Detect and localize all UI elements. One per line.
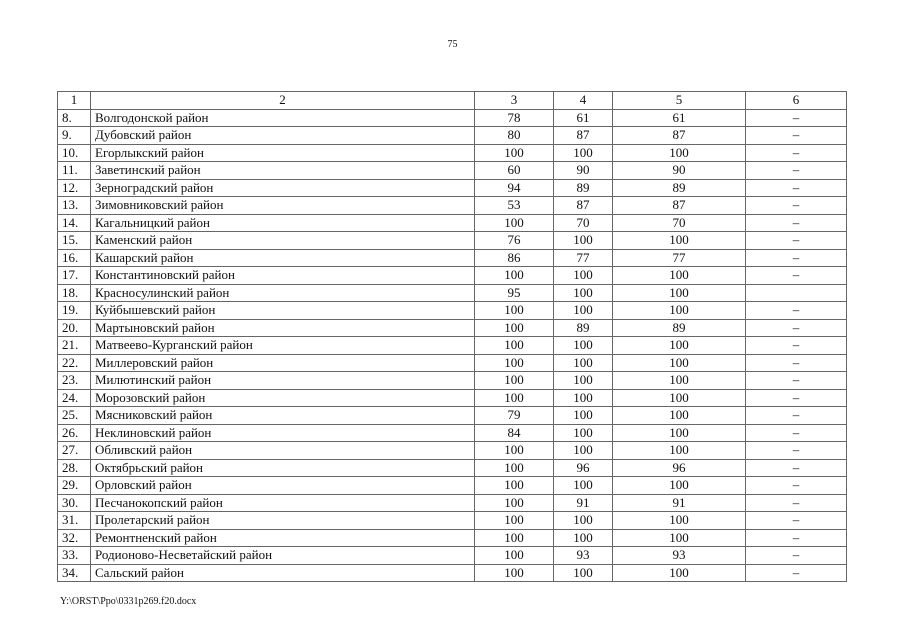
row-number-cell: 10. <box>58 144 91 162</box>
row-number-cell: 13. <box>58 197 91 215</box>
value-col-4-cell: 100 <box>554 512 613 530</box>
value-col-6-cell: – <box>746 162 847 180</box>
value-col-4-cell: 100 <box>554 477 613 495</box>
row-number-cell: 16. <box>58 249 91 267</box>
value-col-3-cell: 100 <box>475 372 554 390</box>
table-row <box>58 477 847 495</box>
table-row <box>58 109 847 127</box>
row-number-cell: 12. <box>58 179 91 197</box>
district-name-cell: Родионово-Несветайский район <box>91 547 475 565</box>
district-table <box>57 91 847 582</box>
value-col-4-cell: 100 <box>554 424 613 442</box>
value-col-4-cell: 87 <box>554 127 613 145</box>
row-number-cell: 29. <box>58 477 91 495</box>
district-name-cell: Пролетарский район <box>91 512 475 530</box>
row-number-cell: 24. <box>58 389 91 407</box>
row-number-cell: 32. <box>58 529 91 547</box>
value-col-3-cell: 95 <box>475 284 554 302</box>
value-col-6-cell: – <box>746 144 847 162</box>
value-col-4-cell: 100 <box>554 302 613 320</box>
table-row <box>58 529 847 547</box>
value-col-6-cell: – <box>746 547 847 565</box>
row-number-cell: 21. <box>58 337 91 355</box>
table-row <box>58 197 847 215</box>
table-row <box>58 267 847 285</box>
value-col-3-cell: 100 <box>475 459 554 477</box>
row-number-cell: 17. <box>58 267 91 285</box>
table-row <box>58 424 847 442</box>
value-col-4-cell: 100 <box>554 232 613 250</box>
value-col-5-cell: 70 <box>613 214 746 232</box>
row-number-cell: 25. <box>58 407 91 425</box>
value-col-3-cell: 100 <box>475 529 554 547</box>
value-col-6-cell: – <box>746 407 847 425</box>
value-col-4-cell: 89 <box>554 179 613 197</box>
value-col-4-cell: 100 <box>554 372 613 390</box>
value-col-5-cell: 100 <box>613 354 746 372</box>
value-col-5-cell: 100 <box>613 267 746 285</box>
row-number-cell: 28. <box>58 459 91 477</box>
value-col-3-cell: 53 <box>475 197 554 215</box>
row-number-cell: 18. <box>58 284 91 302</box>
value-col-5-cell: 87 <box>613 197 746 215</box>
value-col-6-cell: – <box>746 459 847 477</box>
value-col-6-cell: – <box>746 354 847 372</box>
table-row <box>58 442 847 460</box>
district-name-cell: Константиновский район <box>91 267 475 285</box>
table-row <box>58 494 847 512</box>
value-col-4-cell: 100 <box>554 564 613 582</box>
district-name-cell: Красносулинский район <box>91 284 475 302</box>
district-name-cell: Дубовский район <box>91 127 475 145</box>
value-col-4-cell: 100 <box>554 407 613 425</box>
value-col-5-cell: 90 <box>613 162 746 180</box>
district-name-cell: Зимовниковский район <box>91 197 475 215</box>
value-col-6-cell: – <box>746 424 847 442</box>
row-number-cell: 8. <box>58 109 91 127</box>
value-col-4-cell: 87 <box>554 197 613 215</box>
value-col-5-cell: 61 <box>613 109 746 127</box>
district-name-cell: Морозовский район <box>91 389 475 407</box>
row-number-cell: 15. <box>58 232 91 250</box>
header-cell-2: 2 <box>91 92 475 110</box>
row-number-cell: 30. <box>58 494 91 512</box>
value-col-6-cell: – <box>746 302 847 320</box>
value-col-6-cell: – <box>746 477 847 495</box>
table-row <box>58 319 847 337</box>
district-name-cell: Неклиновский район <box>91 424 475 442</box>
value-col-3-cell: 80 <box>475 127 554 145</box>
row-number-cell: 19. <box>58 302 91 320</box>
row-number-cell: 11. <box>58 162 91 180</box>
table-row <box>58 564 847 582</box>
value-col-3-cell: 100 <box>475 214 554 232</box>
value-col-6-cell: – <box>746 442 847 460</box>
value-col-3-cell: 60 <box>475 162 554 180</box>
district-name-cell: Орловский район <box>91 477 475 495</box>
value-col-3-cell: 79 <box>475 407 554 425</box>
value-col-6-cell: – <box>746 197 847 215</box>
table-row <box>58 372 847 390</box>
table-body <box>58 92 847 582</box>
header-cell-5: 5 <box>613 92 746 110</box>
district-name-cell: Заветинский район <box>91 162 475 180</box>
page-number: 75 <box>447 39 458 50</box>
district-name-cell: Кашарский район <box>91 249 475 267</box>
value-col-3-cell: 100 <box>475 267 554 285</box>
value-col-5-cell: 100 <box>613 529 746 547</box>
value-col-5-cell: 91 <box>613 494 746 512</box>
value-col-5-cell: 100 <box>613 477 746 495</box>
value-col-6-cell <box>746 284 847 302</box>
value-col-6-cell: – <box>746 389 847 407</box>
table-row <box>58 547 847 565</box>
district-name-cell: Милютинский район <box>91 372 475 390</box>
header-cell-1: 1 <box>58 92 91 110</box>
value-col-6-cell: – <box>746 529 847 547</box>
value-col-5-cell: 100 <box>613 407 746 425</box>
table-row <box>58 302 847 320</box>
district-name-cell: Ремонтненский район <box>91 529 475 547</box>
value-col-4-cell: 70 <box>554 214 613 232</box>
table-header-row <box>58 92 847 110</box>
value-col-4-cell: 96 <box>554 459 613 477</box>
table-row <box>58 354 847 372</box>
value-col-6-cell: – <box>746 249 847 267</box>
value-col-4-cell: 77 <box>554 249 613 267</box>
value-col-3-cell: 100 <box>475 319 554 337</box>
district-name-cell: Мясниковский район <box>91 407 475 425</box>
value-col-4-cell: 89 <box>554 319 613 337</box>
table-row <box>58 459 847 477</box>
district-name-cell: Куйбышевский район <box>91 302 475 320</box>
value-col-3-cell: 78 <box>475 109 554 127</box>
value-col-5-cell: 100 <box>613 284 746 302</box>
value-col-5-cell: 100 <box>613 512 746 530</box>
row-number-cell: 23. <box>58 372 91 390</box>
value-col-3-cell: 94 <box>475 179 554 197</box>
value-col-5-cell: 96 <box>613 459 746 477</box>
value-col-5-cell: 89 <box>613 179 746 197</box>
table-row <box>58 337 847 355</box>
value-col-4-cell: 90 <box>554 162 613 180</box>
row-number-cell: 20. <box>58 319 91 337</box>
value-col-4-cell: 91 <box>554 494 613 512</box>
district-name-cell: Волгодонской район <box>91 109 475 127</box>
district-name-cell: Зерноградский район <box>91 179 475 197</box>
district-name-cell: Егорлыкский район <box>91 144 475 162</box>
header-cell-6: 6 <box>746 92 847 110</box>
value-col-5-cell: 100 <box>613 232 746 250</box>
district-name-cell: Мартыновский район <box>91 319 475 337</box>
value-col-6-cell: – <box>746 319 847 337</box>
value-col-5-cell: 100 <box>613 564 746 582</box>
value-col-4-cell: 100 <box>554 529 613 547</box>
value-col-3-cell: 100 <box>475 564 554 582</box>
value-col-4-cell: 100 <box>554 389 613 407</box>
table-row <box>58 127 847 145</box>
value-col-3-cell: 86 <box>475 249 554 267</box>
row-number-cell: 26. <box>58 424 91 442</box>
district-name-cell: Сальский район <box>91 564 475 582</box>
value-col-5-cell: 77 <box>613 249 746 267</box>
value-col-4-cell: 61 <box>554 109 613 127</box>
row-number-cell: 27. <box>58 442 91 460</box>
row-number-cell: 31. <box>58 512 91 530</box>
row-number-cell: 14. <box>58 214 91 232</box>
value-col-5-cell: 100 <box>613 337 746 355</box>
district-name-cell: Кагальницкий район <box>91 214 475 232</box>
value-col-3-cell: 84 <box>475 424 554 442</box>
table-row <box>58 512 847 530</box>
table-row <box>58 407 847 425</box>
table-row <box>58 179 847 197</box>
value-col-4-cell: 100 <box>554 267 613 285</box>
value-col-6-cell: – <box>746 179 847 197</box>
value-col-3-cell: 100 <box>475 477 554 495</box>
district-name-cell: Миллеровский район <box>91 354 475 372</box>
value-col-6-cell: – <box>746 564 847 582</box>
value-col-6-cell: – <box>746 494 847 512</box>
value-col-4-cell: 100 <box>554 337 613 355</box>
value-col-3-cell: 76 <box>475 232 554 250</box>
value-col-4-cell: 100 <box>554 284 613 302</box>
value-col-3-cell: 100 <box>475 337 554 355</box>
table-row <box>58 249 847 267</box>
value-col-4-cell: 100 <box>554 144 613 162</box>
table-row <box>58 389 847 407</box>
value-col-5-cell: 89 <box>613 319 746 337</box>
table-row <box>58 162 847 180</box>
row-number-cell: 9. <box>58 127 91 145</box>
value-col-6-cell: – <box>746 127 847 145</box>
district-name-cell: Матвеево-Курганский район <box>91 337 475 355</box>
table-row <box>58 232 847 250</box>
district-name-cell: Песчанокопский район <box>91 494 475 512</box>
row-number-cell: 34. <box>58 564 91 582</box>
header-cell-4: 4 <box>554 92 613 110</box>
value-col-4-cell: 100 <box>554 442 613 460</box>
row-number-cell: 22. <box>58 354 91 372</box>
value-col-6-cell: – <box>746 109 847 127</box>
value-col-5-cell: 87 <box>613 127 746 145</box>
value-col-3-cell: 100 <box>475 494 554 512</box>
value-col-6-cell: – <box>746 372 847 390</box>
value-col-5-cell: 100 <box>613 372 746 390</box>
value-col-6-cell: – <box>746 337 847 355</box>
value-col-6-cell: – <box>746 267 847 285</box>
value-col-4-cell: 100 <box>554 354 613 372</box>
table-row <box>58 214 847 232</box>
district-name-cell: Обливский район <box>91 442 475 460</box>
value-col-3-cell: 100 <box>475 442 554 460</box>
value-col-5-cell: 100 <box>613 442 746 460</box>
header-cell-3: 3 <box>475 92 554 110</box>
value-col-3-cell: 100 <box>475 389 554 407</box>
footer-file-path: Y:\ORST\Ppo\0331p269.f20.docx <box>60 596 197 607</box>
value-col-6-cell: – <box>746 512 847 530</box>
value-col-3-cell: 100 <box>475 354 554 372</box>
district-name-cell: Каменский район <box>91 232 475 250</box>
value-col-5-cell: 93 <box>613 547 746 565</box>
value-col-5-cell: 100 <box>613 424 746 442</box>
table-row <box>58 284 847 302</box>
value-col-3-cell: 100 <box>475 512 554 530</box>
table-row <box>58 144 847 162</box>
district-name-cell: Октябрьский район <box>91 459 475 477</box>
value-col-6-cell: – <box>746 214 847 232</box>
row-number-cell: 33. <box>58 547 91 565</box>
value-col-3-cell: 100 <box>475 547 554 565</box>
value-col-3-cell: 100 <box>475 144 554 162</box>
value-col-3-cell: 100 <box>475 302 554 320</box>
value-col-5-cell: 100 <box>613 144 746 162</box>
value-col-5-cell: 100 <box>613 302 746 320</box>
value-col-4-cell: 93 <box>554 547 613 565</box>
value-col-5-cell: 100 <box>613 389 746 407</box>
value-col-6-cell: – <box>746 232 847 250</box>
